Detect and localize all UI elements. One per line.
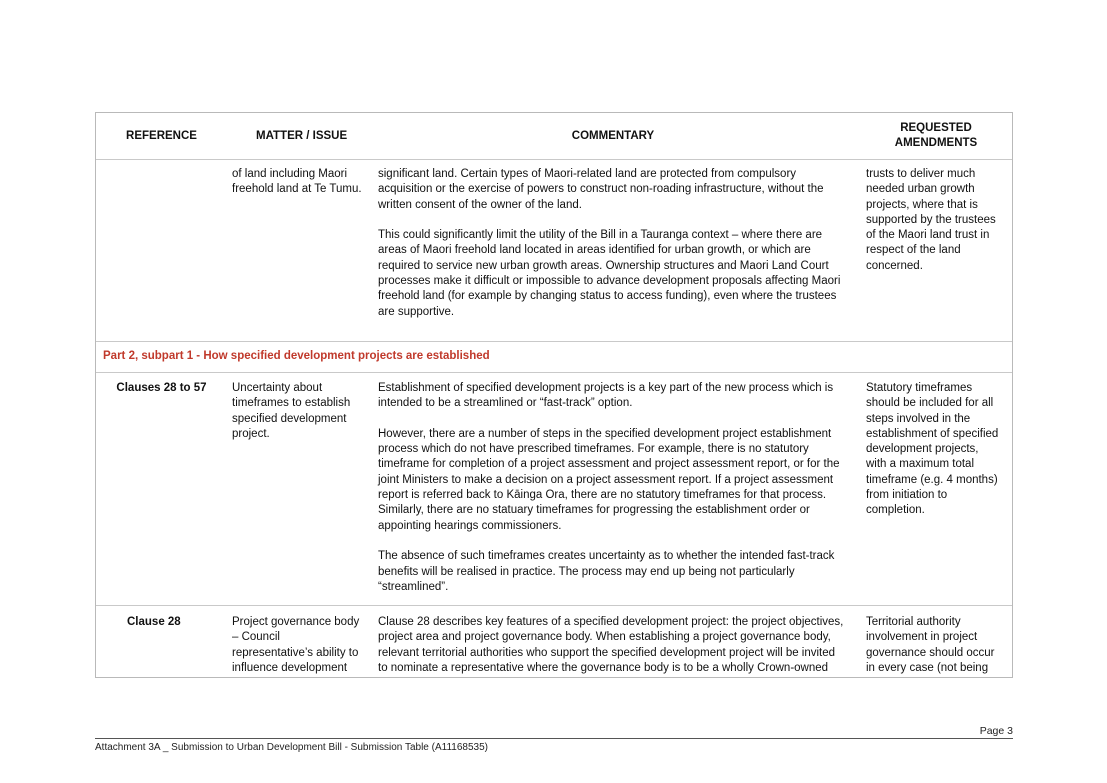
table-row: [96, 373, 1012, 606]
row1-amendments: trusts to deliver much needed urban growth projects, where that is supported by the trustees of the Maori land trust in respect of the land concerned.: [866, 168, 996, 272]
row1-commentary: significant land. Certain types of Maori-related land are protected from compulsory acquisition or the exercise of powers to construct non-roading infrastructure, without the written consent of the owner of the land. This could significantly limit the utility of the Bill in a Tauranga context – where there are areas of Maori freehold land located in areas identified for urban growth, or which are required to service new urban growth areas. Ownership structures and Maori Land Court processes make it difficult or impossible to advance development proposals affecting Maori freehold land (for example by changing status to access funding), even where the trustees are supportive.: [378, 168, 841, 318]
row3-commentary: Clause 28 describes key features of a specified development project: the project objectives, project area and project governance body. When establishing a project governance body, relevant territorial authorities who support the specified development project will be invited to nominate a representative where the governance body is to be a wholly Crown-owned: [378, 616, 844, 674]
submission-table: [95, 112, 1013, 678]
section-title: Part 2, subpart 1 - How specified development projects are established: [103, 350, 490, 362]
table-row: [96, 606, 1012, 678]
row2-amendments: Statutory timeframes should be included for all steps involved in the establishment of specified development projects, with a maximum total timeframe (e.g. 4 months) from initiation to completion.: [866, 382, 999, 517]
row3-matter: Project governance body – Council representative’s ability to influence development: [232, 616, 360, 674]
row2-reference: Clauses 28 to 57: [116, 382, 207, 394]
footer-attachment-text: Attachment 3A _ Submission to Urban Development Bill - Submission Table (A11168535): [95, 742, 488, 753]
header-amendments: REQUESTED AMENDMENTS: [894, 122, 978, 150]
row1-matter: of land including Maori freehold land at Te Tumu.: [232, 168, 362, 196]
header-matter: MATTER / ISSUE: [256, 130, 348, 142]
page-number: Page 3: [979, 725, 1013, 737]
table-header-row: [96, 113, 1012, 160]
table-row: [96, 160, 1012, 342]
header-commentary: COMMENTARY: [571, 130, 655, 142]
section-heading-row: [96, 342, 1012, 373]
row2-commentary: Establishment of specified development projects is a key part of the new process which is intended to be a streamlined or “fast-track” option. However, there are a number of steps in the specified development project establishment process which do not have prescribed timeframes. For example, there is no statutory timeframe for completion of a project assessment and project assessment report, or for the joint Ministers to make a decision on a project assessment report. If a project assessment report is referred back to Kāinga Ora, there are no statutory timeframes for that process. Similarly, there are no statuary timeframes for progressing the establishment order or appointing hearings commissioners. The absence of such timeframes creates uncertainty as to whether the intended fast-track benefits will be realised in practice. The process may end up being not particularly “streamlined”.: [378, 382, 840, 593]
row3-reference: Clause 28: [127, 616, 181, 628]
footer-divider: [95, 738, 1013, 739]
header-reference: REFERENCE: [126, 130, 197, 142]
row3-amendments: Territorial authority involvement in project governance should occur in every case (not being: [866, 616, 995, 674]
row2-matter: Uncertainty about timeframes to establish specified development project.: [232, 382, 351, 440]
